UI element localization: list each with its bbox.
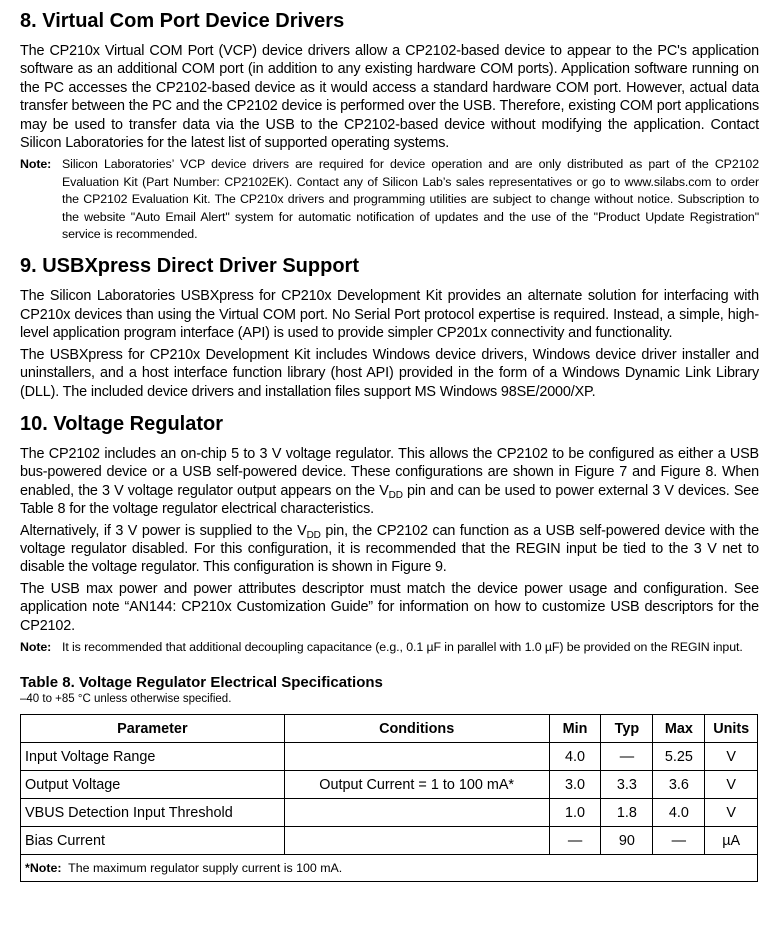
regulator-paragraph-2 [20, 522, 759, 577]
text: Alternatively, if 3 V power is supplied to the V [20, 522, 307, 539]
footnote-label: *Note: [25, 861, 62, 876]
header-cell: Parameter [21, 715, 285, 743]
cell [284, 827, 549, 855]
header-cell: Units [705, 715, 758, 743]
cell: — [549, 827, 601, 855]
table-caption: Table 8. Voltage Regulator Electrical Specifications [20, 674, 383, 692]
cell: Output Current = 1 to 100 mA* [284, 771, 549, 799]
cell: 1.8 [601, 799, 653, 827]
cell: µA [705, 827, 758, 855]
cell: 90 [601, 827, 653, 855]
table-footnote [21, 855, 758, 882]
text: pin, the CP2102 can function as a USB self-powered device with the voltage regulator disabled. For this configuration, it is recommended that the REGIN input be tied to the 3 V net to disable the voltage regulator. This configuration is shown in Figure 9. [20, 522, 759, 576]
cell: 3.0 [549, 771, 601, 799]
cell: 4.0 [653, 799, 705, 827]
usbxpress-paragraph-1: The Silicon Laboratories USBXpress for CP210x Development Kit provides an alternate solution for interfacing with CP210x devices than using the Virtual COM port. No Serial Port protocol expertise is required. Instead, a simple, high-level application program interface (API) is used to provide simpler CP201x connectivity and functionality. [20, 288, 759, 342]
table-header-row [21, 715, 758, 743]
section-heading-vcp: 8. Virtual Com Port Device Drivers [20, 10, 345, 32]
section-heading-usbxpress: 9. USBXpress Direct Driver Support [20, 255, 359, 278]
cell: — [601, 743, 653, 771]
note-label: Note: [20, 639, 52, 654]
note-text: It is recommended that additional decoupling capacitance (e.g., 0.1 µF in parallel with 1.0 µF) be provided on the REGIN input. [62, 639, 743, 654]
cell: 3.6 [653, 771, 705, 799]
cell: VBUS Detection Input Threshold [21, 799, 285, 827]
table-footnote-row [21, 855, 758, 882]
spec-table [20, 714, 758, 882]
table-row [21, 743, 758, 771]
note-text: Silicon Laboratories’ VCP device drivers are required for device operation and are only distributed as part of the CP2102 Evaluation Kit (Part Number: CP2102EK). Contact any of Silicon Lab’s sales representatives or go to www.silabs.com to order the CP2102 Evaluation Kit. The CP210x drivers and programming utilities are subject to change without notice. Subscription to the website "Auto Email Alert" system for automatic notification of updates and the use of the "Product Update Registration" service is recommended. [62, 157, 759, 242]
cell: Bias Current [21, 827, 285, 855]
cell: Input Voltage Range [21, 743, 285, 771]
table-row [21, 827, 758, 855]
cell: V [705, 799, 758, 827]
text: The CP2102 includes an on-chip 5 to 3 V voltage regulator. This allows the CP2102 to be configured as either a USB bus-powered device or a USB self-powered device. These configurations are shown in Figure 7 and Figure 8. When enabled, the 3 V voltage regulator output appears on the V [20, 445, 759, 499]
regulator-note [20, 639, 759, 656]
header-cell: Max [653, 715, 705, 743]
cell: 3.3 [601, 771, 653, 799]
cell: V [705, 743, 758, 771]
cell: 1.0 [549, 799, 601, 827]
header-cell: Conditions [284, 715, 549, 743]
table-row [21, 771, 758, 799]
subscript: DD [388, 489, 403, 501]
usbxpress-paragraph-2: The USBXpress for CP210x Development Kit includes Windows device drivers, Windows device driver installer and uninstallers, and a host interface function library (host API) provided in the form of a Windows Dynamic Link Library (DLL). The included device drivers and installation files support MS Windows 98SE/2000/XP. [20, 346, 759, 400]
table-row [21, 799, 758, 827]
cell: V [705, 771, 758, 799]
footnote-text: The maximum regulator supply current is 100 mA. [68, 861, 343, 876]
table-subcaption: –40 to +85 °C unless otherwise specified. [20, 693, 232, 706]
cell [284, 743, 549, 771]
cell: — [653, 827, 705, 855]
section-heading-regulator: 10. Voltage Regulator [20, 412, 224, 435]
cell: 5.25 [653, 743, 705, 771]
regulator-paragraph-3: The USB max power and power attributes descriptor must match the device power usage and configuration. See application note “AN144: CP210x Customization Guide” for information on how to customize USB descriptors for the CP2102. [20, 580, 759, 634]
text: pin and can be used to power external 3 V devices. See Table 8 for the voltage regulator electrical characteristics. [20, 482, 759, 518]
vcp-paragraph: The CP210x Virtual COM Port (VCP) device drivers allow a CP2102-based device to appear to the PC's application software as an additional COM port (in addition to any existing hardware COM ports). Application software running on the PC accesses the CP2102-based device as it would access a standard hardware COM port. However, actual data transfer between the PC and the CP2102 device is performed over the USB. Therefore, existing COM port applications may be used to transfer data via the USB to the CP2102-based device without modifying the application. Contact Silicon Laboratories for the latest list of supported operating systems. [20, 43, 759, 152]
cell [284, 799, 549, 827]
cell: 4.0 [549, 743, 601, 771]
cell: Output Voltage [21, 771, 285, 799]
header-cell: Min [549, 715, 601, 743]
subscript: DD [306, 529, 321, 541]
vcp-note [20, 156, 759, 243]
regulator-paragraph-1 [20, 445, 759, 519]
header-cell: Typ [601, 715, 653, 743]
note-label: Note: [20, 157, 52, 172]
